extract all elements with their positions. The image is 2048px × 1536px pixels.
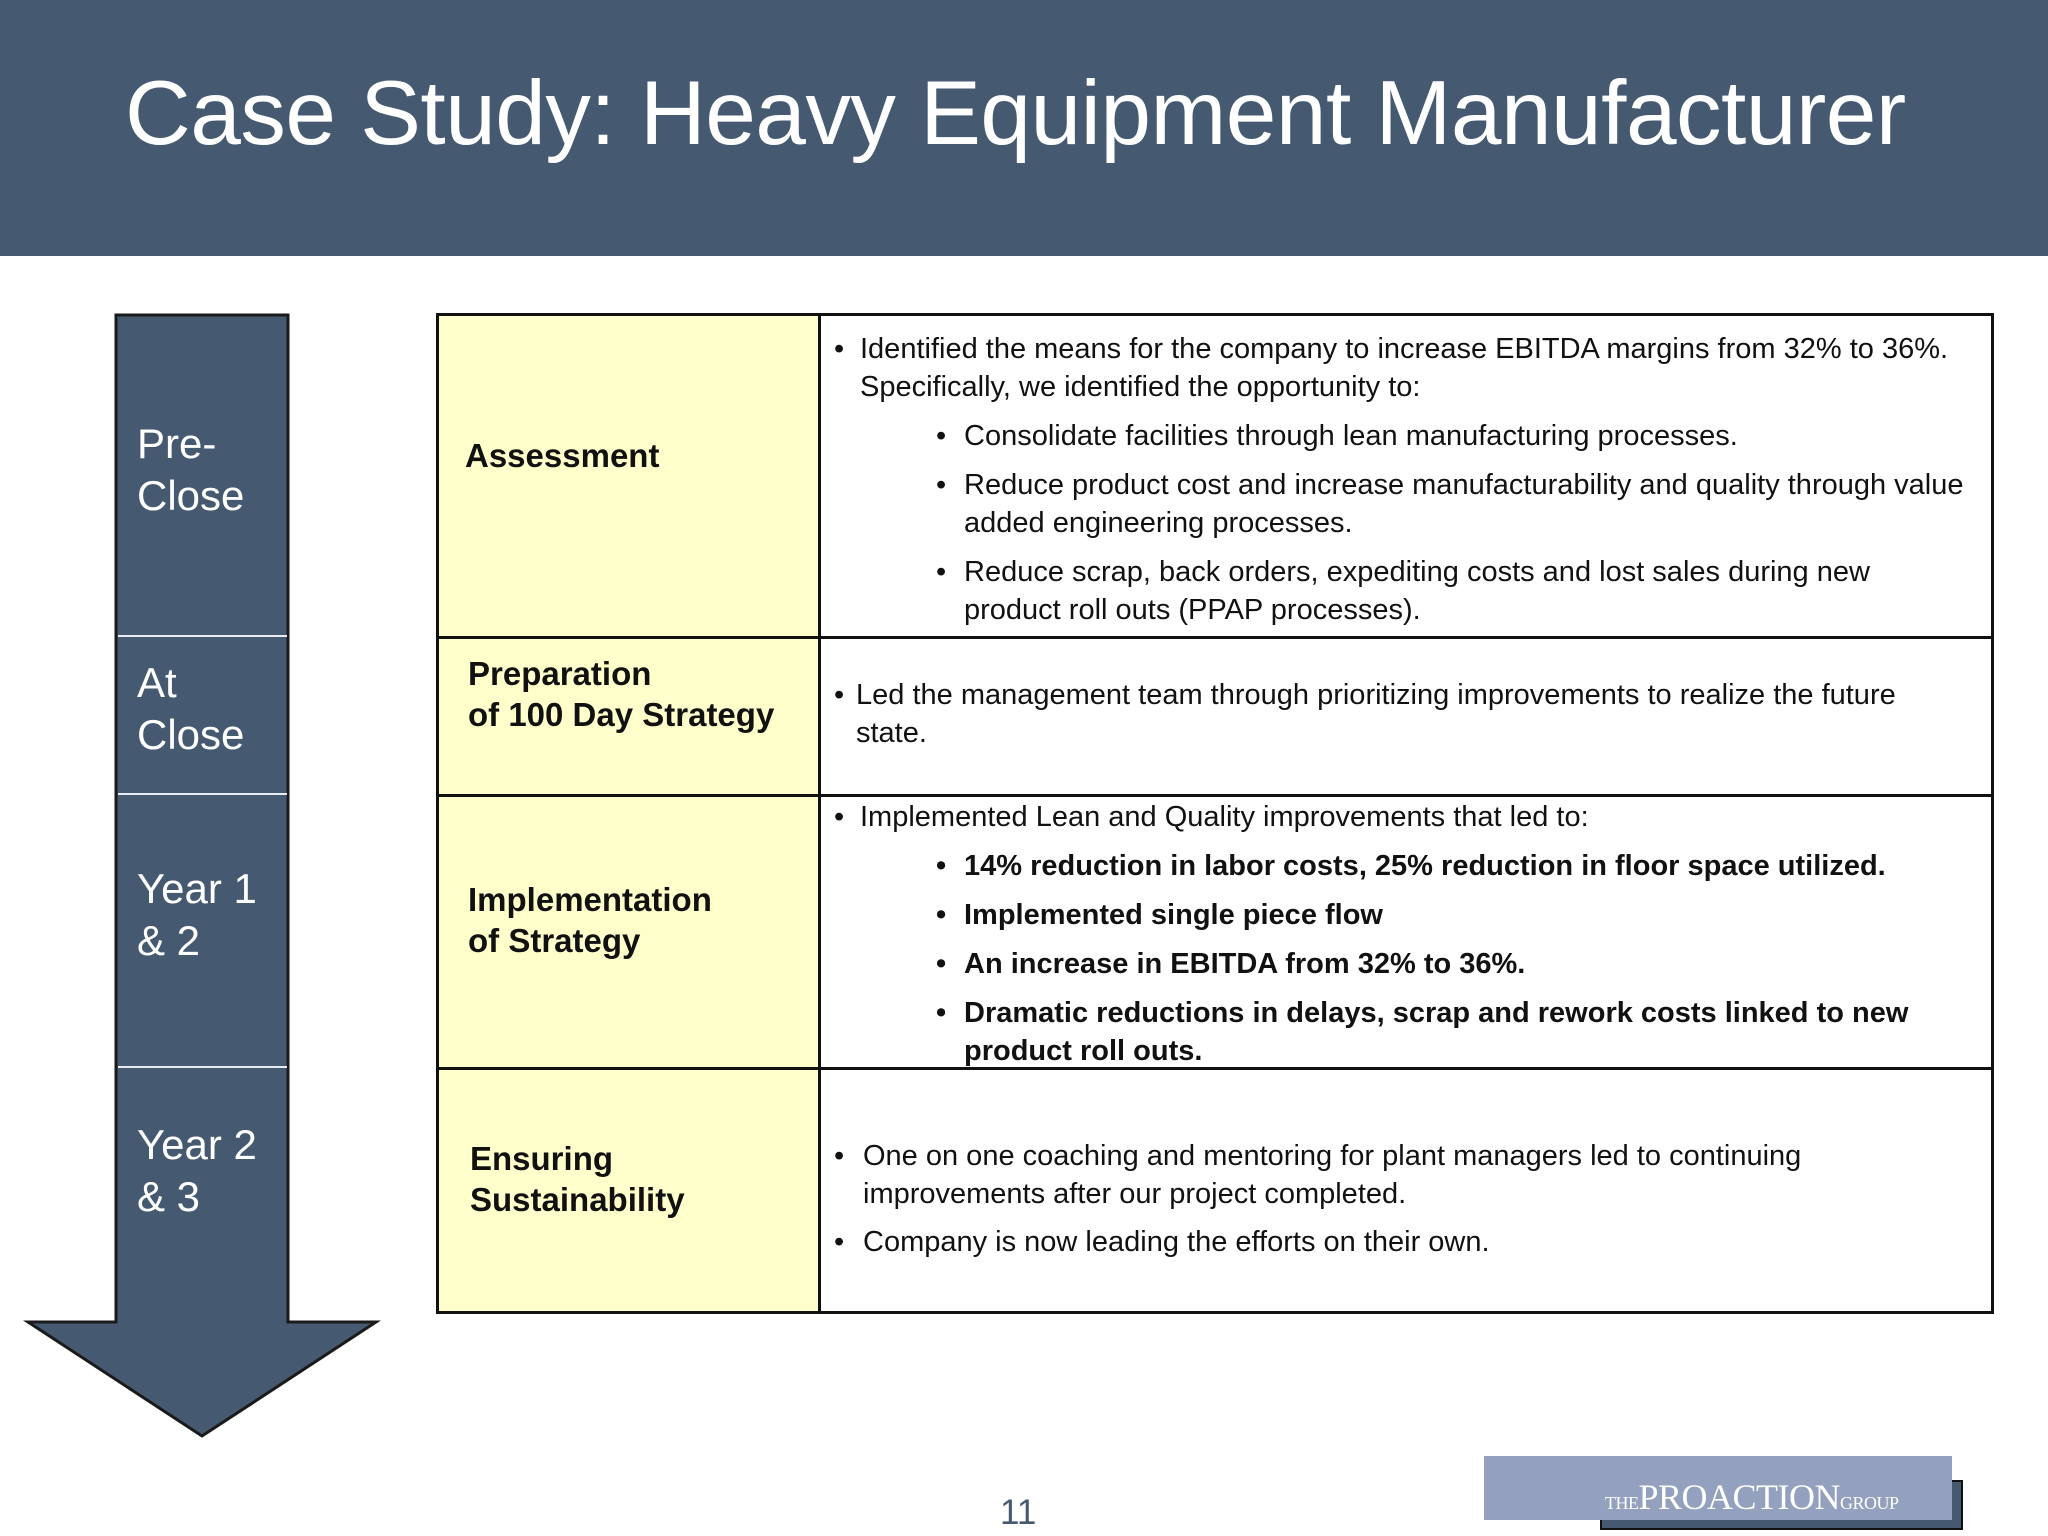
bullet-item: • Dramatic reductions in delays, scrap and rework costs linked to new product roll outs. xyxy=(824,994,1971,1070)
table-row-sustainability xyxy=(439,1070,1991,1311)
table-row-preparation xyxy=(439,639,1991,797)
bullet-item: • An increase in EBITDA from 32% to 36%. xyxy=(824,945,1971,983)
phase-year-2-3: Year 2 & 3 xyxy=(137,1121,257,1220)
bullet-item: • Consolidate facilities through lean manufacturing processes. xyxy=(824,417,1971,455)
page-number: 11 xyxy=(1000,1493,1037,1532)
bullet-item: • Identified the means for the company to increase EBITDA margins from 32% to 36%. Specifically, we identified the opportunity to: xyxy=(824,330,1971,406)
bullet-item: • Led the management team through prioritizing improvements to realize the future state. xyxy=(824,676,1973,752)
table-row-assessment xyxy=(439,316,1991,639)
table-row-implementation xyxy=(439,797,1991,1070)
row-body xyxy=(824,1070,1991,1311)
bullet-item: • One on one coaching and mentoring for plant managers led to continuing improvements after our project completed. xyxy=(824,1137,1931,1213)
case-study-table xyxy=(436,313,1994,1314)
row-body xyxy=(824,797,1991,1067)
bullet-item: • Company is now leading the efforts on their own. xyxy=(824,1223,1931,1261)
phase-year-1-2: Year 1 & 2 xyxy=(137,865,257,964)
slide-title: Case Study: Heavy Equipment Manufacturer xyxy=(125,63,1906,164)
bullet-item: • Implemented Lean and Quality improvements that led to: xyxy=(824,798,1971,836)
row-label: Assessment xyxy=(439,316,821,636)
row-label: Ensuring Sustainability xyxy=(439,1070,821,1311)
bullet-item: • 14% reduction in labor costs, 25% reduction in floor space utilized. xyxy=(824,847,1971,885)
bullet-item: • Implemented single piece flow xyxy=(824,896,1971,934)
phase-pre-close: Pre- Close xyxy=(137,420,245,519)
bullet-item: • Reduce product cost and increase manufacturability and quality through value added engineering processes. xyxy=(824,466,1971,542)
phase-at-close: At Close xyxy=(137,659,245,758)
company-logo-text: THEPROACTIONGROUP xyxy=(1605,1477,1899,1517)
row-label: Preparation of 100 Day Strategy xyxy=(439,639,821,794)
row-body xyxy=(824,316,1991,636)
row-body xyxy=(824,639,1991,794)
bullet-item: • Reduce scrap, back orders, expediting costs and lost sales during new product roll outs (PPAP processes). xyxy=(824,553,1971,629)
row-label: Implementation of Strategy xyxy=(439,797,821,1067)
